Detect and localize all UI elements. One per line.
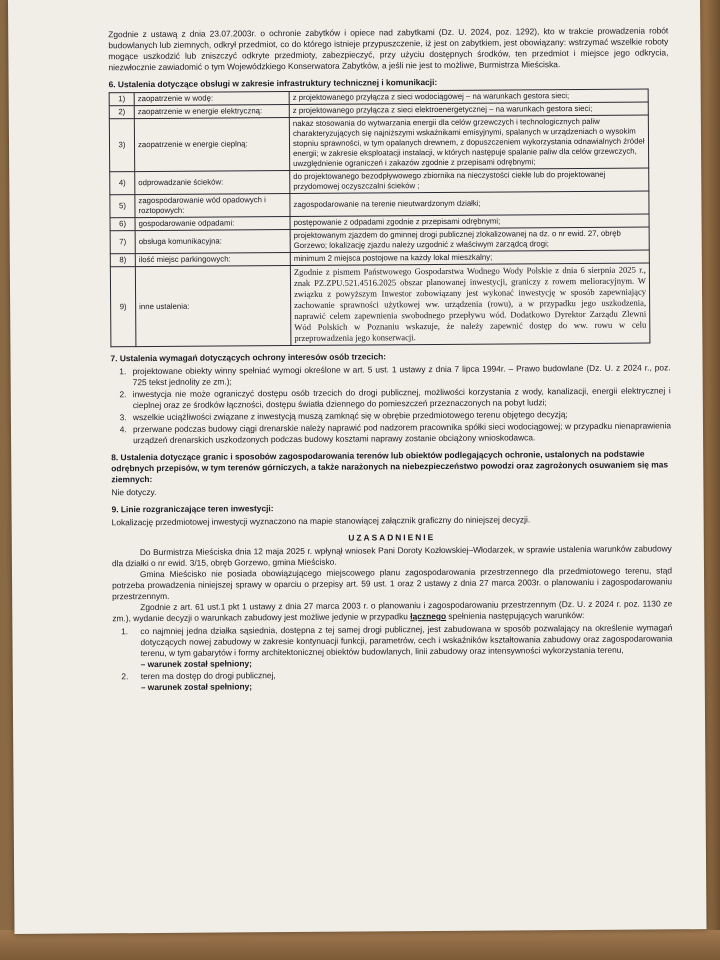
row-value: z projektowanego przyłącza z sieci elektroenergetycznej – na warunkach gestora sieci; <box>289 102 648 118</box>
third-party-requirements-list <box>111 362 672 446</box>
row-name: obsługa komunikacyjna: <box>135 230 290 254</box>
row-name: zaopatrzenie w energie elektryczną: <box>134 105 289 119</box>
row-number: 7) <box>110 231 135 254</box>
document-page <box>108 25 673 694</box>
row-number: 9) <box>110 267 136 347</box>
emphasized-word: łącznego <box>410 610 447 622</box>
condition-text: teren ma dostęp do drogi publicznej, <box>140 670 276 682</box>
row-name: ilość miejsc parkingowych: <box>135 253 290 267</box>
row-name: gospodarowanie odpadami: <box>135 217 290 231</box>
paragraph-text: Zgodnie z art. 61 ust.1 pkt 1 ustawy z dnia 27 marca 2003 r. o planowaniu i zagospodarowaniu przestrzennym (Dz. U. z 2024 r. poz. 1130 ze zm.), wydanie decyzji o warunkach zabudowy jest możliwe jedynie w przypadku <box>112 598 673 624</box>
list-item <box>130 622 672 670</box>
row-number: 5) <box>110 195 135 218</box>
condition-text: co najmniej jedna działka sąsiednia, dostępna z tej samej drogi publicznej, jest zabudowana w sposób pozwalający na określenie wymagań dotyczących nowej zabudowy w zakresie kontynuacji funkcji, parametrów, cech i wskaźników kształtowania zabudowy oraz zagospodarowania terenu, w tym gabarytów i formy architektonicznej obiektów budowlanych, linii zabudowy oraz intensywności wykorzystania terenu, <box>140 622 673 659</box>
row-name: odprowadzanie ścieków: <box>135 171 290 195</box>
row-value: projektowanym zjazdem do gminnej drogi publicznej zlokalizowanej na dz. o nr ewid. 27, obręb Gorzewo; lokalizację zjazdu należy uzgodnić z właściwym zarządcą drogi; <box>290 227 649 253</box>
row-number: 1) <box>109 93 134 106</box>
table-row <box>110 263 650 347</box>
row-number: 6) <box>110 218 135 231</box>
section-7-heading: 7. Ustalenia wymagań dotyczących ochrony interesów osób trzecich: <box>110 351 387 364</box>
row-name: inne ustalenia: <box>135 266 291 347</box>
justification-paragraph-2: Gmina Mieścisko nie posiada obowiązującego miejscowego planu zagospodarowania przestrzennego dla przedmiotowego terenu, stąd potrzeba prowadzenia niniejszej sprawy w oparciu o przepisy art. 59 ust. 1 oraz 2 ustawy z dnia 27 marca 2003r. o planowaniu i zagospodarowaniu przestrzennym. <box>112 565 673 602</box>
row-number: 3) <box>109 119 134 172</box>
row-value: zagospodarowanie na terenie nieutwardzonym działki; <box>290 191 649 217</box>
row-value: Zgodnie z pismem Państwowego Gospodarstwa Wodnego Wody Polskie z dnia 6 sierpnia 2025 r., znak PZ.ZPU.521.4516.2025 obszar planowanej inwestycji, graniczy z rowem melioracyjnym. W związku z powyższym Inwestor zobowiązany jest wykonać inwestycję w sposób zapewniający zachowanie sprawności użytkowej ww. urządzenia (rowu), a w przypadku jego uszkodzenia, naprawić celem zapewnienia swobodnego przepływu wód. Dodatkowo Dyrektor Zarządu Zlewni Wód Polskich w Poznaniu wskazuje, że należy zapewnić dostęp do ww. rowu w celu przeprowadzenia jego konserwacji. <box>290 263 650 346</box>
row-value: do projektowanego bezodpływowego zbiornika na nieczystości ciekłe lub do projektowanej przydomowej oczyszczalni ścieków ; <box>290 168 649 194</box>
row-number: 8) <box>110 254 135 267</box>
row-value: postępowanie z odpadami zgodnie z przepisami odrębnymi; <box>290 214 649 230</box>
justification-paragraph-1: Do Burmistrza Mieściska dnia 12 maja 2025 r. wpłynął wniosek Pani Doroty Kozłowskiej–Włodarzek, w sprawie ustalenia warunków zabudowy dla działki o nr ewid. 3/15, obręb Gorzewo, gmina Mieścisko. <box>111 543 672 569</box>
list-item <box>131 667 673 693</box>
section-8-heading: 8. Ustalenia dotyczące granic i sposobów zagospodarowania terenów lub obiektów podlegających ochronie, ustalonych na podstawie odrębnych przepisów, w tym terenów górniczych, a także narażonych na niebezpieczeństwo powodzi oraz zagrożonych osuwaniem się mas ziemnych: <box>111 448 669 485</box>
list-item: 3. wszelkie uciążliwości związane z inwestycją muszą zamknąć się w obrębie przedmiotowego terenu objętego decyzją; <box>129 408 671 423</box>
table-row <box>109 115 648 172</box>
condition-status: – warunek został spełniony; <box>140 658 252 670</box>
section-6-heading: 6. Ustalenia dotyczące obsługi w zakresie infrastruktury technicznej i komunikacji: <box>108 77 438 90</box>
paragraph-text: spełnienia następujących warunków: <box>446 609 585 621</box>
row-number: 2) <box>109 106 134 119</box>
list-item: 4. przerwane podczas budowy ciągi drenarskie należy naprawić pod nadzorem pracownika spółki sieci wodociągowej; w przypadku nienaprawienia urządzeń drenarskich uszkodzonych podczas budowy kosztami naprawy zostanie obciążony wnioskodawca. <box>129 420 671 446</box>
wooden-table-edge-bottom <box>0 930 720 960</box>
row-value: z projektowanego przyłącza z sieci wodociągowej – na warunkach gestora sieci; <box>289 89 648 105</box>
section-8-text: Nie dotyczy. <box>111 486 157 498</box>
row-number: 4) <box>110 172 135 195</box>
section-9-text: Lokalizację przedmiotowej inwestycji wyznaczono na mapie stanowiącej załącznik graficzny do niniejszej decyzji. <box>111 514 531 528</box>
row-name: zaopatrzenie w energie cieplną: <box>134 118 289 172</box>
row-name: zaopatrzenie w wodę: <box>134 92 289 106</box>
conditions-list <box>112 622 672 693</box>
row-value: nakaz stosowania do wytwarzania energii dla celów grzewczych i technologicznych paliw charakteryzujących się najniższymi wskaźnikami emisyjnymi, spalanych w urządzeniach o wysokim stopniu sprawności, w tym opalanych drewnem, z dopuszczeniem wykorzystania odnawialnych źródeł energii; w zakresie eksploatacji instalacji, w których następuje spalanie paliw dla celów grzewczych, uwzględnienie ograniczeń i zakazów zgodnie z przepisami odrębnymi; <box>289 115 648 171</box>
list-item: 1. projektowane obiekty winny spełniać wymogi określone w art. 5 ust. 1 ustawy z dnia 7 lipca 1994r. – Prawo budowlane (Dz. U. z 2024 r., poz. 725 tekst jednolity ze zm.); <box>129 362 671 388</box>
condition-status: – warunek został spełniony; <box>140 681 253 693</box>
document-sheet <box>8 0 707 934</box>
justification-paragraph-3 <box>112 598 672 624</box>
row-value: minimum 2 miejsca postojowe na każdy lokal mieszkalny; <box>290 250 649 266</box>
row-name: zagospodarowanie wód opadowych i roztopowych: <box>135 194 290 218</box>
intro-paragraph: Zgodnie z ustawą z dnia 23.07.2003r. o ochronie zabytków i opiece nad zabytkami (Dz. U. 2024, poz. 1292), kto w trakcie prowadzenia robót budowlanych lub ziemnych, odkrył przedmiot, co do którego istnieje przypuszczenie, iż jest on zabytkiem, jest obowiązany: wstrzymać wszelkie roboty mogące uszkodzić lub zniszczyć odkryte przedmioty, zabezpieczyć, przy użyciu dostępnych środków, ten przedmiot i miejsce jego odkrycia, niezwłocznie zawiadomić o tym Wojewódzkiego Konserwatora Zabytków, a jeśli nie jest to możliwe, Burmistrza Mieściska. <box>108 25 669 73</box>
section-9-heading: 9. Linie rozgraniczające teren inwestycji: <box>111 503 274 515</box>
list-item: 2. inwestycja nie może ograniczyć dostępu osób trzecich do drogi publicznej, możliwości korzystania z wody, kanalizacji, energii elektrycznej i cieplnej oraz ze środków łączności, dostępu światła dziennego do pomieszczeń przeznaczonych na pobyt ludzi; <box>129 385 671 411</box>
justification-title: UZASADNIENIE <box>348 532 436 543</box>
infrastructure-table <box>109 89 651 348</box>
